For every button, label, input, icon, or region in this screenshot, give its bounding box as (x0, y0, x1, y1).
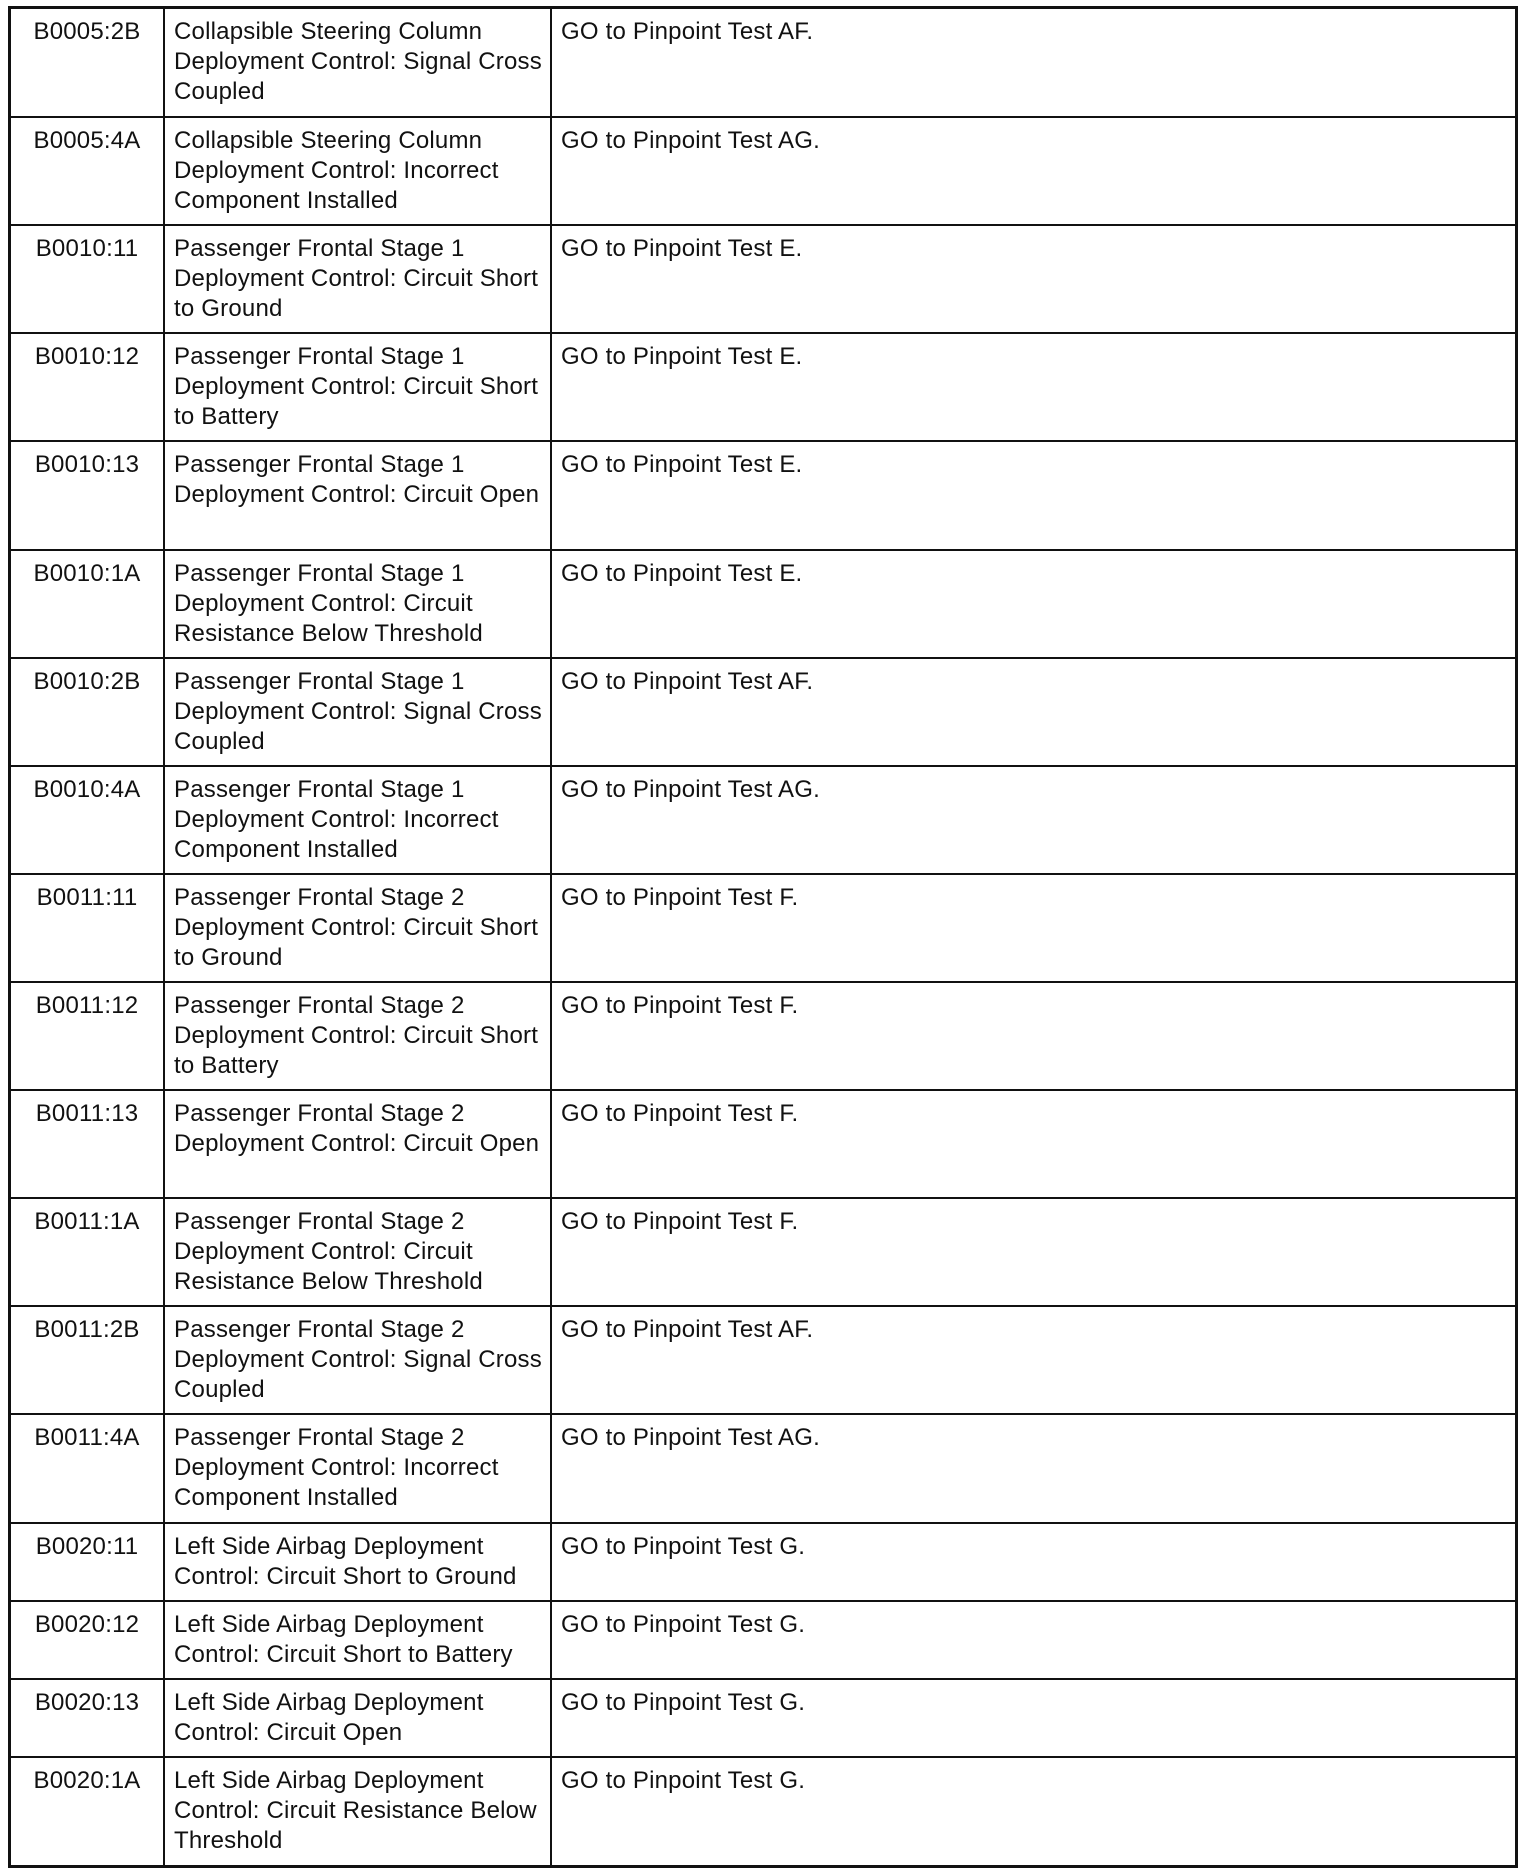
dtc-description: Collapsible Steering Column Deployment Control: Incorrect Component Installed (164, 117, 551, 225)
dtc-table (11, 9, 1515, 1865)
dtc-description: Left Side Airbag Deployment Control: Circuit Short to Battery (164, 1601, 551, 1679)
table-row (11, 1414, 1515, 1522)
table-row (11, 982, 1515, 1090)
dtc-code: B0010:13 (11, 441, 164, 549)
dtc-description: Passenger Frontal Stage 1 Deployment Control: Circuit Open (164, 441, 551, 549)
dtc-description: Left Side Airbag Deployment Control: Circuit Open (164, 1679, 551, 1757)
dtc-code: B0011:13 (11, 1090, 164, 1198)
dtc-action: GO to Pinpoint Test F. (551, 1090, 1515, 1198)
dtc-code: B0010:4A (11, 766, 164, 874)
dtc-code: B0020:13 (11, 1679, 164, 1757)
dtc-code: B0011:11 (11, 874, 164, 982)
table-row (11, 1601, 1515, 1679)
table-row (11, 766, 1515, 874)
dtc-action: GO to Pinpoint Test AG. (551, 117, 1515, 225)
dtc-code: B0010:1A (11, 550, 164, 658)
dtc-action: GO to Pinpoint Test F. (551, 1198, 1515, 1306)
dtc-action: GO to Pinpoint Test AF. (551, 1306, 1515, 1414)
table-row (11, 1679, 1515, 1757)
dtc-code: B0005:4A (11, 117, 164, 225)
dtc-action: GO to Pinpoint Test G. (551, 1679, 1515, 1757)
dtc-code: B0010:12 (11, 333, 164, 441)
table-row (11, 658, 1515, 766)
dtc-description: Collapsible Steering Column Deployment Control: Signal Cross Coupled (164, 9, 551, 117)
dtc-code: B0010:11 (11, 225, 164, 333)
dtc-code: B0010:2B (11, 658, 164, 766)
dtc-code: B0011:2B (11, 1306, 164, 1414)
dtc-description: Passenger Frontal Stage 2 Deployment Control: Circuit Short to Ground (164, 874, 551, 982)
table-row (11, 550, 1515, 658)
dtc-code: B0020:1A (11, 1757, 164, 1865)
dtc-action: GO to Pinpoint Test G. (551, 1523, 1515, 1601)
dtc-description: Passenger Frontal Stage 2 Deployment Control: Circuit Resistance Below Threshold (164, 1198, 551, 1306)
dtc-description: Passenger Frontal Stage 2 Deployment Control: Signal Cross Coupled (164, 1306, 551, 1414)
dtc-description: Passenger Frontal Stage 2 Deployment Control: Circuit Open (164, 1090, 551, 1198)
dtc-action: GO to Pinpoint Test G. (551, 1757, 1515, 1865)
dtc-description: Left Side Airbag Deployment Control: Circuit Short to Ground (164, 1523, 551, 1601)
table-row (11, 874, 1515, 982)
dtc-action: GO to Pinpoint Test E. (551, 550, 1515, 658)
dtc-code: B0011:4A (11, 1414, 164, 1522)
table-row (11, 225, 1515, 333)
dtc-code: B0005:2B (11, 9, 164, 117)
dtc-action: GO to Pinpoint Test AG. (551, 1414, 1515, 1522)
table-row (11, 1757, 1515, 1865)
dtc-action: GO to Pinpoint Test F. (551, 874, 1515, 982)
dtc-action: GO to Pinpoint Test E. (551, 333, 1515, 441)
dtc-action: GO to Pinpoint Test AF. (551, 9, 1515, 117)
table-row (11, 1090, 1515, 1198)
dtc-description: Left Side Airbag Deployment Control: Circuit Resistance Below Threshold (164, 1757, 551, 1865)
dtc-action: GO to Pinpoint Test G. (551, 1601, 1515, 1679)
dtc-description: Passenger Frontal Stage 1 Deployment Control: Incorrect Component Installed (164, 766, 551, 874)
dtc-table-container (8, 6, 1518, 1868)
dtc-code: B0011:1A (11, 1198, 164, 1306)
dtc-action: GO to Pinpoint Test AG. (551, 766, 1515, 874)
table-row (11, 333, 1515, 441)
dtc-description: Passenger Frontal Stage 1 Deployment Control: Circuit Short to Ground (164, 225, 551, 333)
table-row (11, 1523, 1515, 1601)
table-row (11, 441, 1515, 549)
dtc-description: Passenger Frontal Stage 1 Deployment Control: Signal Cross Coupled (164, 658, 551, 766)
dtc-description: Passenger Frontal Stage 2 Deployment Control: Incorrect Component Installed (164, 1414, 551, 1522)
dtc-action: GO to Pinpoint Test AF. (551, 658, 1515, 766)
dtc-action: GO to Pinpoint Test F. (551, 982, 1515, 1090)
table-row (11, 1198, 1515, 1306)
dtc-description: Passenger Frontal Stage 1 Deployment Control: Circuit Resistance Below Threshold (164, 550, 551, 658)
dtc-description: Passenger Frontal Stage 2 Deployment Control: Circuit Short to Battery (164, 982, 551, 1090)
dtc-code: B0011:12 (11, 982, 164, 1090)
dtc-code: B0020:12 (11, 1601, 164, 1679)
table-row (11, 117, 1515, 225)
dtc-description: Passenger Frontal Stage 1 Deployment Control: Circuit Short to Battery (164, 333, 551, 441)
dtc-action: GO to Pinpoint Test E. (551, 225, 1515, 333)
dtc-code: B0020:11 (11, 1523, 164, 1601)
dtc-action: GO to Pinpoint Test E. (551, 441, 1515, 549)
table-row (11, 9, 1515, 117)
table-row (11, 1306, 1515, 1414)
